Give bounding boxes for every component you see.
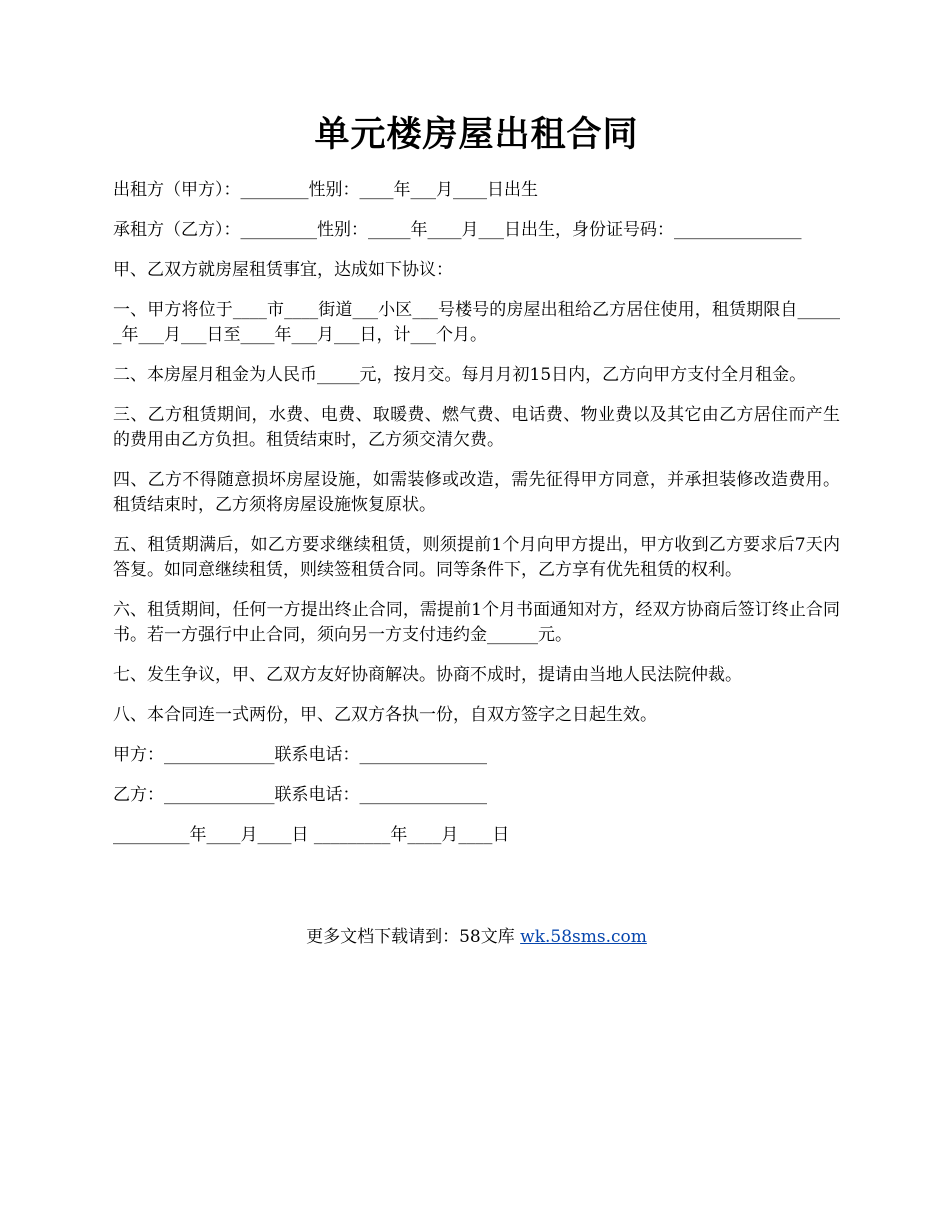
party-a-info: 出租方（甲方）：________性别：____年___月____日出生 <box>113 180 538 200</box>
footer-link[interactable]: wk.58sms.com <box>520 927 647 947</box>
clause-2: 二、本房屋月租金为人民币_____元，按月交。每月月初15日内，乙方向甲方支付全月租金。 <box>113 365 807 385</box>
clause-1: 一、甲方将位于____市____街道___小区___号楼号的房屋出租给乙方居住使用，租赁期限自______年___月___日至____年___月___日，计___个月。 <box>113 300 840 345</box>
signature-dates: _________年____月____日 _________年____月____日 <box>113 825 510 845</box>
agreement-intro: 甲、乙双方就房屋租赁事宜，达成如下协议： <box>113 260 453 280</box>
document-body <box>113 178 840 863</box>
clause-7: 七、发生争议，甲、乙双方友好协商解决。协商不成时，提请由当地人民法院仲裁。 <box>113 665 742 685</box>
document-title: 单元楼房屋出租合同 <box>314 114 639 155</box>
party-b-signature: 乙方：_____________联系电话：_______________ <box>113 785 487 805</box>
party-a-signature: 甲方：_____________联系电话：_______________ <box>113 745 487 765</box>
download-footer <box>113 924 840 950</box>
footer-text: 更多文档下载请到：58文库 <box>306 927 521 947</box>
clause-8: 八、本合同连一式两份，甲、乙双方各执一份，自双方签字之日起生效。 <box>113 705 657 725</box>
party-b-info: 承租方（乙方）：_________性别：_____年____月___日出生，身份证号码：_______________ <box>113 220 802 240</box>
clause-5: 五、租赁期满后，如乙方要求继续租赁，则须提前1个月向甲方提出，甲方收到乙方要求后7天内答复。如同意继续租赁，则续签租赁合同。同等条件下，乙方享有优先租赁的权利。 <box>113 535 840 580</box>
clause-6: 六、租赁期间，任何一方提出终止合同，需提前1个月书面通知对方，经双方协商后签订终止合同书。若一方强行中止合同，须向另一方支付违约金______元。 <box>113 600 840 645</box>
clause-3: 三、乙方租赁期间，水费、电费、取暖费、燃气费、电话费、物业费以及其它由乙方居住而产生的费用由乙方负担。租赁结束时，乙方须交清欠费。 <box>113 405 840 450</box>
clause-4: 四、乙方不得随意损坏房屋设施，如需装修或改造，需先征得甲方同意，并承担装修改造费用。租赁结束时，乙方须将房屋设施恢复原状。 <box>113 470 840 515</box>
